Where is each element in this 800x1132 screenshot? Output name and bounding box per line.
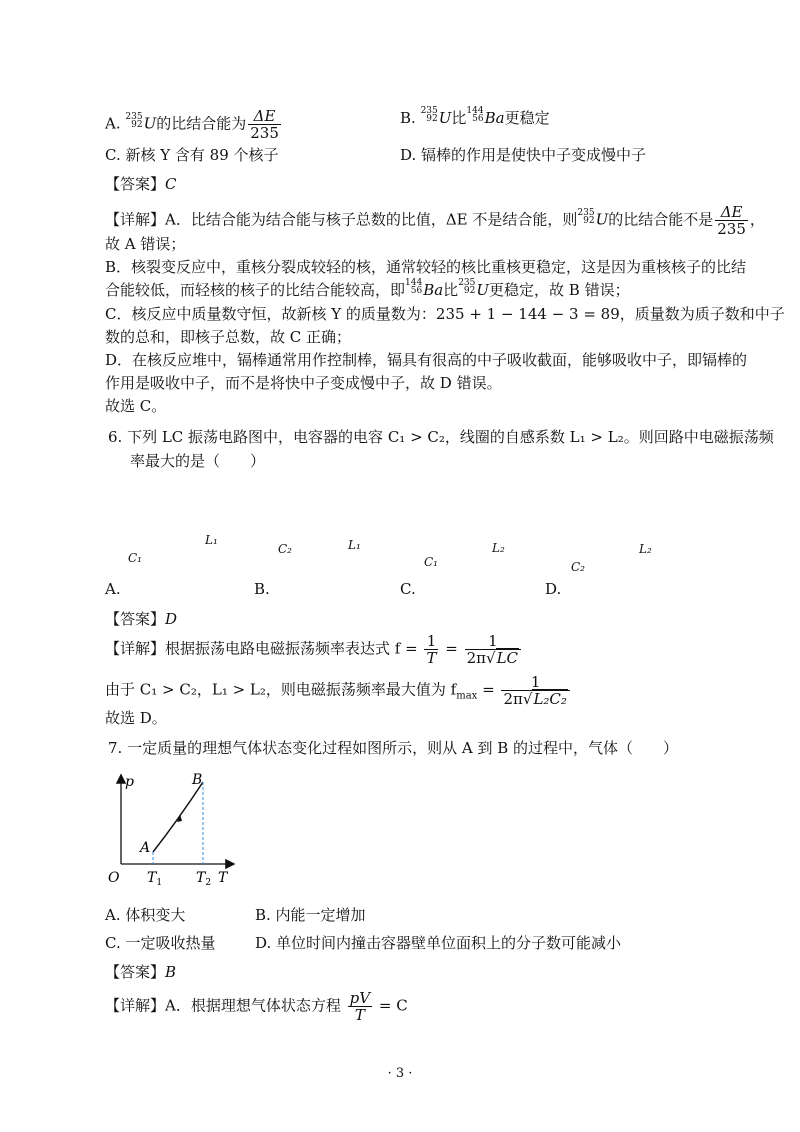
fraction: $\frac{1}{\text{2π√L₂C₂}}$: [501, 674, 569, 707]
circuit-c-cap-label: C₁: [424, 555, 438, 569]
q7-option-b: B. 内能一定增加: [255, 906, 366, 924]
q7-option-d: D. 单位时间内撞击容器壁单位面积上的分子数可能减小: [255, 934, 622, 952]
q7-answer: 【答案】B: [105, 963, 177, 981]
circuit-d-cap-label: C₂: [571, 560, 585, 574]
process-curve: [153, 782, 203, 852]
circuit-c-coil-label: L₂: [492, 541, 505, 555]
q7-option-c: C. 一定吸收热量: [105, 934, 216, 952]
q6-conclusion: 故选 D。: [105, 709, 167, 727]
t1-label: $T_1$: [147, 870, 163, 888]
origin-label: O: [108, 870, 120, 886]
isotope-u-numbers: 235 92: [125, 111, 143, 130]
q5-detail-d1: D．在核反应堆中，镉棒通常用作控制棒，镉具有很高的中子吸收截面，能够吸收中子，即镉棒的: [105, 351, 748, 369]
q6-answer: 【答案】D: [105, 610, 178, 628]
q6-detail-formula: 【详解】根据振荡电路电磁振荡频率表达式 f = $\frac{1}{T}$ = $\frac{1}{2\pi√LC}$: [105, 633, 523, 666]
isotope-ba-numbers: 144 56: [405, 278, 423, 296]
t2-label: $T_2$: [196, 870, 212, 888]
q5-option-b: B. 235 92 U比 144 56 Ba更稳定: [400, 106, 550, 127]
q5-detail-d2: 作用是吸收中子，而不是将快中子变成慢中子，故 D 错误。: [105, 374, 502, 392]
q5-option-a: A. 235 92 U的比结合能为 $\frac{\Delta E}{235}$: [105, 107, 279, 142]
q6-stem-line1: 6. 下列 LC 振荡电路图中，电容器的电容 C₁ > C₂，线圈的自感系数 L₁ > L₂。则回路中电磁振荡频: [108, 428, 774, 446]
circuit-a-coil-label: L₁: [205, 533, 218, 547]
q7-stem: 7. 一定质量的理想气体状态变化过程如图所示，则从 A 到 B 的过程中，气体（ ）: [108, 739, 679, 757]
circuit-b-option: B.: [254, 580, 270, 598]
page-number: · 3 ·: [387, 1066, 413, 1081]
q5-detail-b1: B．核裂变反应中，重核分裂成较轻的核，通常较轻的核比重核更稳定，这是因为重核核子的比结: [105, 258, 747, 276]
q5-detail-a2: 故 A 错误；: [105, 235, 186, 253]
circuit-a-cap-label: C₁: [128, 551, 142, 565]
fraction: $\frac{pV}{T}$: [349, 989, 371, 1024]
t-axis-label: T: [218, 870, 228, 886]
q5-option-c: C. 新核 Y 含有 89 个核子: [105, 146, 279, 164]
q6-stem-line2: 率最大的是（ ）: [130, 452, 266, 470]
q5-detail-a: 【详解】A．比结合能为结合能与核子总数的比值，ΔE 不是结合能，则 235 92 U的比结合能不是 $\frac{\Delta E}{235}$ ，: [105, 203, 765, 238]
fraction: $\frac{\Delta E}{235}$: [717, 203, 746, 238]
circuit-b-cap-label: C₂: [278, 542, 292, 556]
isotope-u-numbers: 235 92: [577, 207, 595, 226]
q7-pt-graph: [108, 770, 248, 890]
isotope-ba-numbers: 144 56: [466, 106, 484, 124]
q7-option-a: A. 体积变大: [105, 906, 186, 924]
fraction: $\frac{1}{T}$: [426, 632, 437, 667]
point-a-label: A: [140, 840, 151, 856]
q5-detail-c2: 数的总和，即核子总数，故 C 正确；: [105, 328, 352, 346]
point-b-label: B: [192, 772, 203, 788]
isotope-u-numbers: 235 92: [458, 278, 476, 296]
circuit-d-coil-label: L₂: [639, 542, 652, 556]
isotope-u-numbers: 235 92: [420, 106, 438, 124]
circuit-d-option: D.: [545, 580, 562, 598]
q7-detail-a: 【详解】A．根据理想气体状态方程 $\frac{pV}{T}$ = C: [105, 989, 408, 1024]
p-axis-label: p: [125, 774, 134, 790]
circuit-c-option: C.: [400, 580, 416, 598]
q5-option-d: D. 镉棒的作用是使快中子变成慢中子: [400, 146, 647, 164]
fraction: $\frac{1}{2\pi√LC}$: [465, 633, 521, 666]
fraction: $\frac{\Delta E}{235}$: [250, 107, 279, 142]
circuit-b-coil-label: L₁: [348, 538, 361, 552]
q5-answer: 【答案】C: [105, 175, 177, 193]
circuit-a-option: A.: [105, 580, 121, 598]
q5-conclusion: 故选 C。: [105, 397, 167, 415]
q5-detail-c1: C．核反应中质量数守恒，故新核 Y 的质量数为：235 + 1 − 144 − 3 = 89，质量数为质子数和中子: [105, 305, 785, 323]
q6-detail-max: 由于 C₁ > C₂，L₁ > L₂，则电磁振荡频率最大值为 $f_{max}$ = $\frac{1}{\text{2π√L₂C₂}}$: [105, 674, 572, 707]
q5-detail-b2: 合能较低，而轻核的核子的比结合能较高，即 144 56 Ba比 235 92 U更稳定，故 B 错误；: [105, 278, 630, 299]
